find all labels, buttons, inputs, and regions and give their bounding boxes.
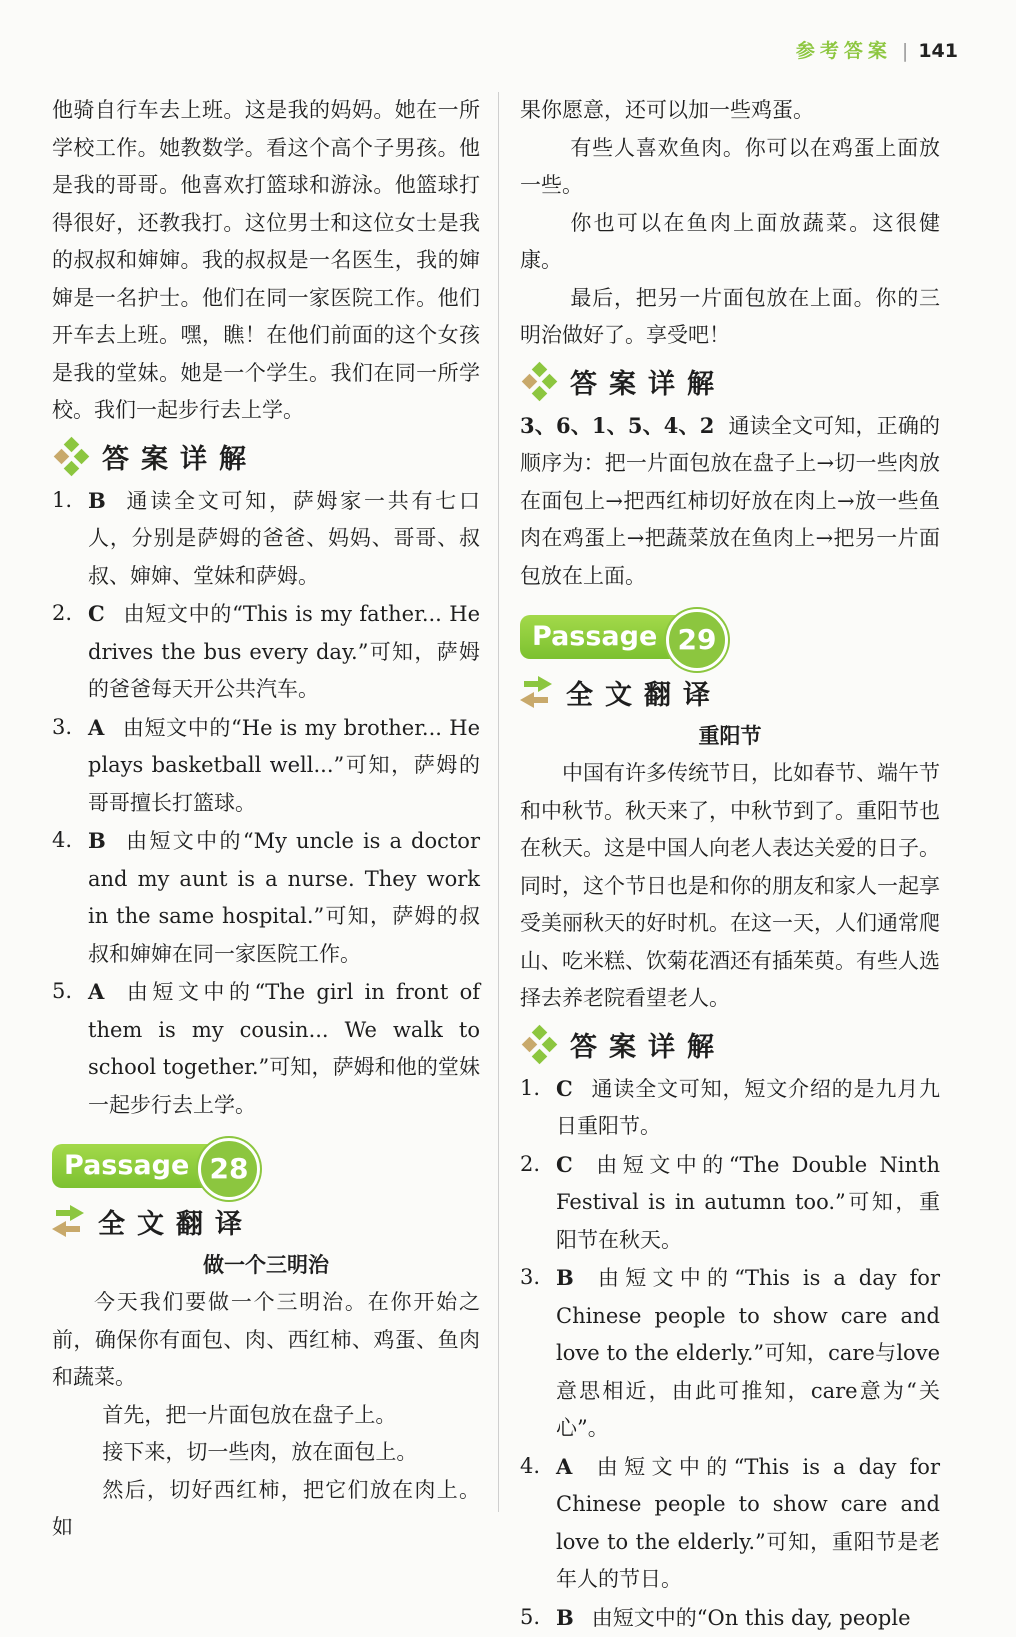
answer-item: 1. C 通读全文可知，短文介绍的是九月九日重阳节。 [520, 1070, 940, 1146]
answer-item: 1. B 通读全文可知，萨姆家一共有七口人，分别是萨姆的爸爸、妈妈、哥哥、叔叔、婶婶、堂妹和萨姆。 [52, 482, 480, 596]
answer-item: 5. B 由短文中的“On this day, people [520, 1599, 940, 1637]
header-label: 参考答案 [796, 40, 892, 62]
article-paragraph: 最后，把另一片面包放在上面。你的三明治做好了。享受吧！ [520, 280, 940, 355]
page-number: 141 [918, 40, 958, 62]
answers-heading [520, 359, 940, 405]
page-header [796, 36, 958, 63]
sequence-explanation: 通读全文可知，正确的顺序为：把一片面包放在盘子上→切一些肉放在面包上→把西红柿切好放在肉上→放一些鱼肉在鸡蛋上→把蔬菜放在鱼肉上→把另一片面包放在上面。 [520, 414, 940, 588]
answer-item: 2. C 由短文中的“This is my father... He drives the bus every day.”可知，萨姆的爸爸每天开公共汽车。 [52, 595, 480, 709]
article-step: 接下来，切一些肉，放在面包上。 [52, 1434, 480, 1472]
passage-29-banner [520, 609, 940, 665]
answer-item: 4. B 由短文中的“My uncle is a doctor and my aunt is a nurse. They work in the same hospital.”可知，萨姆的叔叔和婶婶在同一家医院工作。 [52, 822, 480, 973]
answer-item: 3. A 由短文中的“He is my brother... He plays basketball well...”可知，萨姆的哥哥擅长打篮球。 [52, 709, 480, 823]
passage-number: 28 [198, 1138, 260, 1200]
translation-heading [520, 669, 940, 715]
answer-item: 3. B 由短文中的“This is a day for Chinese people to show care and love to the elderly.”可知，care与love意思相近，由此可推知，care意为“关心”。 [520, 1259, 940, 1448]
article-step: 首先，把一片面包放在盘子上。 [52, 1397, 480, 1435]
swap-arrows-icon [52, 1203, 84, 1239]
article-title: 重阳节 [520, 717, 940, 755]
header-separator: | [902, 40, 908, 62]
answer-item: 4. A 由短文中的“This is a day for Chinese people to show care and love to the elderly.”可知，重阳节是老年人的节日。 [520, 1448, 940, 1599]
answer-item: 2. C 由短文中的“The Double Ninth Festival is in autumn too.”可知，重阳节在秋天。 [520, 1146, 940, 1260]
sequence-value: 3、6、1、5、4、2 [520, 413, 714, 438]
answer-item: 5. A 由短文中的“The girl in front of them is my cousin... We walk to school together.”可知，萨姆和他的堂妹一起步行去上学。 [52, 973, 480, 1124]
sequence-answer [520, 407, 940, 596]
passage-number: 29 [666, 609, 728, 671]
answers-heading [52, 434, 480, 480]
answers-heading [520, 1022, 940, 1068]
article-paragraph: 你也可以在鱼肉上面放蔬菜。这很健康。 [520, 205, 940, 280]
passage-28-banner [52, 1138, 480, 1194]
passage-label: Passage [520, 615, 720, 659]
right-column [520, 92, 940, 1637]
column-divider [498, 92, 499, 1512]
diamonds-icon [52, 437, 92, 477]
translation-heading-text: 全文翻译 [98, 1202, 254, 1241]
answer-list [520, 1070, 940, 1637]
diamonds-icon [520, 1025, 560, 1065]
article-continuation: 果你愿意，还可以加一些鸡蛋。 [520, 92, 940, 130]
translation-heading-text: 全文翻译 [566, 673, 722, 712]
article-paragraph: 有些人喜欢鱼肉。你可以在鸡蛋上面放一些。 [520, 130, 940, 205]
left-column [52, 92, 480, 1547]
translation-continuation: 他骑自行车去上班。这是我的妈妈。她在一所学校工作。她教数学。看这个高个子男孩。他是我的哥哥。他喜欢打篮球和游泳。他篮球打得很好，还教我打。这位男士和这位女士是我的叔叔和婶婶。我的叔叔是一名医生，我的婶婶是一名护士。他们在同一家医院工作。他们开车去上班。嘿，瞧！在他们前面的这个女孩是我的堂妹。她是一个学生。我们在同一所学校。我们一起步行去上学。 [52, 92, 480, 430]
answers-heading-text: 答案详解 [570, 362, 726, 401]
diamonds-icon [520, 362, 560, 402]
answers-heading-text: 答案详解 [570, 1025, 726, 1064]
article-intro: 今天我们要做一个三明治。在你开始之前，确保你有面包、肉、西红柿、鸡蛋、鱼肉和蔬菜。 [52, 1284, 480, 1397]
translation-heading [52, 1198, 480, 1244]
passage-label: Passage [52, 1144, 252, 1188]
answer-list [52, 482, 480, 1125]
swap-arrows-icon [520, 674, 552, 710]
answers-heading-text: 答案详解 [102, 437, 258, 476]
article-title: 做一个三明治 [52, 1246, 480, 1284]
article-step: 然后，切好西红柿，把它们放在肉上。如 [52, 1472, 480, 1547]
article-body: 中国有许多传统节日，比如春节、端午节和中秋节。秋天来了，中秋节到了。重阳节也在秋天。这是中国人向老人表达关爱的日子。同时，这个节日也是和你的朋友和家人一起享受美丽秋天的好时机。在这一天，人们通常爬山、吃米糕、饮菊花酒还有插茱萸。有些人选择去养老院看望老人。 [520, 755, 940, 1018]
